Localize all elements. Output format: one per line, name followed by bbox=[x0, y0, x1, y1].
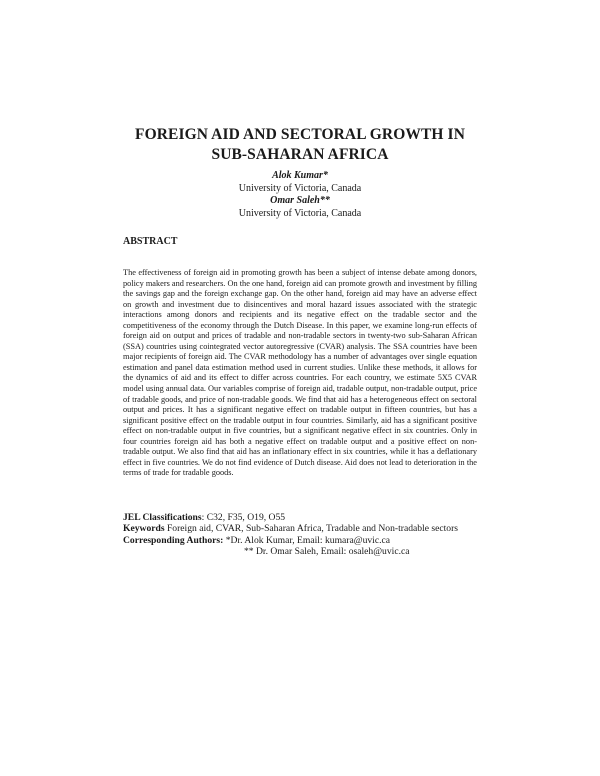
paper-title bbox=[100, 125, 500, 165]
keywords-value: Foreign aid, CVAR, Sub-Saharan Africa, Tradable and Non-tradable sectors bbox=[164, 523, 459, 535]
jel-classifications bbox=[123, 512, 483, 523]
corr-line-1: *Dr. Alok Kumar, Email: kumara@uvic.ca bbox=[223, 534, 391, 546]
title-line-2: SUB-SAHARAN AFRICA bbox=[211, 146, 389, 163]
corr-label: Corresponding Authors: bbox=[123, 534, 224, 546]
author-affiliation: University of Victoria, Canada bbox=[238, 182, 362, 194]
corresponding-authors bbox=[123, 535, 483, 546]
title-line-1: FOREIGN AID AND SECTORAL GROWTH IN bbox=[135, 126, 465, 143]
keywords-label: Keywords bbox=[123, 523, 165, 535]
author-name: Alok Kumar* bbox=[272, 170, 328, 181]
paper-metadata bbox=[123, 512, 483, 558]
jel-label: JEL Classifications bbox=[123, 512, 202, 523]
corr-line-2: ** Dr. Omar Saleh, Email: osaleh@uvic.ca bbox=[244, 546, 410, 558]
author-name: Omar Saleh** bbox=[270, 195, 330, 206]
keywords bbox=[123, 523, 483, 534]
author-affiliation: University of Victoria, Canada bbox=[238, 207, 362, 219]
author-block bbox=[100, 170, 500, 220]
abstract-heading: ABSTRACT bbox=[123, 236, 178, 247]
abstract-text: The effectiveness of foreign aid in promoting growth has been a subject of intense debate among donors, policy makers and researchers. On the one hand, foreign aid can promote growth and investment by filling the savings gap and the foreign exchange gap. On the other hand, foreign aid may have an adverse effect on growth and investment due to disincentives and moral hazard issues associated with the strategic interactions among donors and recipients and its negative effect on the tradable sector and the competitiveness of the economy through the Dutch Disease. In this paper, we examine long-run effects of foreign aid on output and prices of tradable and non-tradable sectors in twenty-two sub-Saharan African (SSA) countries using cointegrated vector autoregressive (CVAR) analysis. The SSA countries have been major recipients of foreign aid. The CVAR methodology has a number of advantages over single equation estimation and panel data estimation method used in current studies. Unlike these methods, it allows for the dynamics of aid and its effect to differ across countries. For each country, we estimate 5X5 CVAR model using annual data. Our variables comprise of foreign aid, tradable output, non-tradable output, price of tradable goods, and price of non-tradable goods. We find that aid has a heterogeneous effect on sectoral output and prices. It has a significant negative effect on tradable output in fifteen countries, but has a significant positive effect on the tradable output in four countries. Similarly, aid has a significant positive effect on non-tradable output in five countries, but a significant negative effect in six countries. Only in four countries foreign aid has both a negative effect on tradable output and a positive effect on non-tradable output. We also find that aid has an inflationary effect in six countries, while it has a deflationary effect in five countries. We do not find evidence of Dutch disease. Aid does not lead to deterioration in the terms of trade for tradable goods. bbox=[123, 268, 477, 478]
jel-value: : C32, F35, O19, O55 bbox=[201, 512, 286, 523]
